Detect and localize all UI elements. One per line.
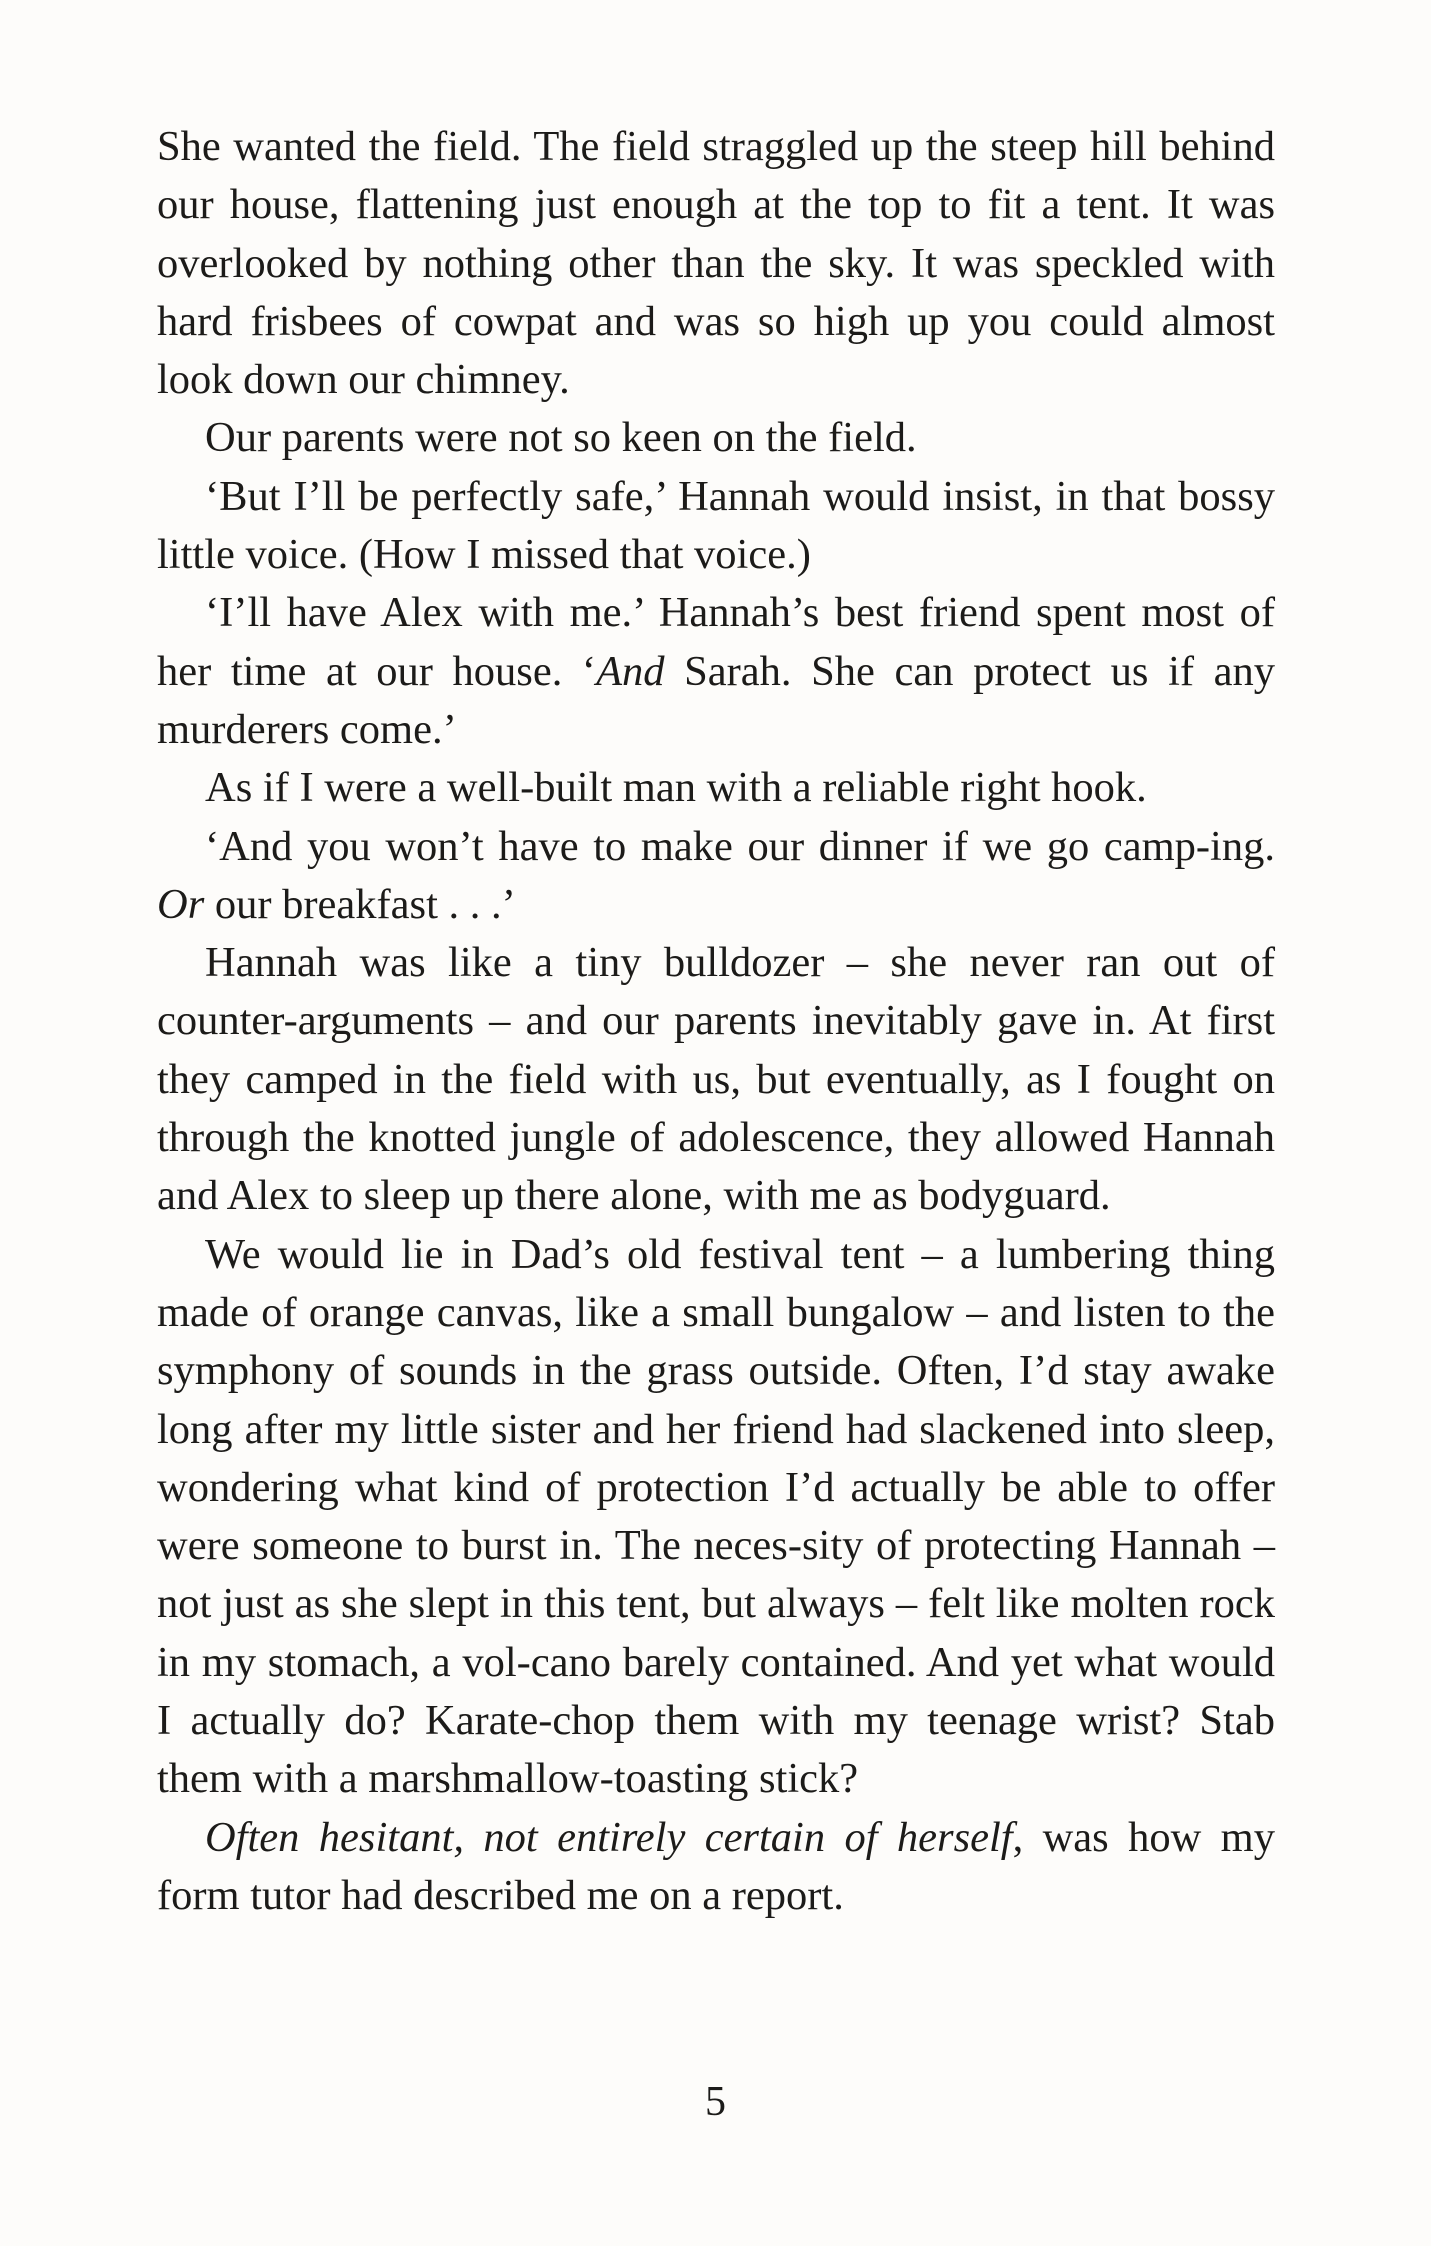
text-run: ‘And you won’t have to make our dinner if we go camp-ing.: [205, 822, 1275, 870]
paragraph: [157, 118, 1275, 409]
paragraph: [157, 1226, 1275, 1809]
text-run: Sarah. She can protect us if any murderers come.’: [157, 647, 1275, 753]
text-run: ‘But I’ll be perfectly safe,’ Hannah would insist, in that bossy little voice. (How I missed that voice.): [157, 472, 1275, 579]
text-run: ‘I’ll have Alex with me.’ Hannah’s best friend spent most of her time at our house. ‘: [157, 589, 1275, 695]
paragraph: [157, 818, 1275, 935]
text-run: We would lie in Dad’s old festival tent – a lumbering thing made of orange canvas, like a small bungalow – and listen to the symphony of sounds in the grass outside. Often, I’d stay awake long after my little sister and her friend had slackened into sleep, wondering what kind of protection I’d actually be able to offer were someone to burst in. The neces-sity of protecting Hannah – not just as she slept in this tent, but always – felt like molten rock in my stomach, a vol-cano barely contained. And yet what would I actually do? Karate-chop them with my teenage wrist? Stab them with a marshmallow-toasting stick?: [157, 1230, 1275, 1803]
paragraph: [157, 934, 1275, 1225]
text-run: , was how my form tutor had described me on a report.: [157, 1813, 1275, 1919]
italic-text: Often hesitant, not entirely certain of herself: [205, 1813, 1013, 1861]
paragraph: [157, 1809, 1275, 1926]
text-run: As if I were a well-built man with a reliable right hook.: [205, 764, 1147, 812]
text-run: Our parents were not so keen on the field.: [205, 414, 917, 462]
paragraph: [157, 409, 1275, 467]
italic-text: And: [596, 647, 665, 695]
text-run: Hannah was like a tiny bulldozer – she never ran out of counter-arguments – and our parents inevitably gave in. At first they camped in the field with us, but eventually, as I fought on through the knotted jungle of adolescence, they allowed Hannah and Alex to sleep up there alone, with me as bodyguard.: [157, 939, 1275, 1220]
paragraph: [157, 468, 1275, 585]
text-run: She wanted the field. The field straggled up the steep hill behind our house, flattening just enough at the top to fit a tent. It was overlooked by nothing other than the sky. It was speckled with hard frisbees of cowpat and was so high up you could almost look down our chimney.: [157, 123, 1275, 404]
italic-text: Or: [157, 880, 205, 928]
text-run: our breakfast . . .’: [204, 880, 516, 928]
body-text: [157, 118, 1275, 1925]
paragraph: [157, 759, 1275, 817]
page-number: 5: [705, 2079, 726, 2125]
paragraph: [157, 584, 1275, 759]
